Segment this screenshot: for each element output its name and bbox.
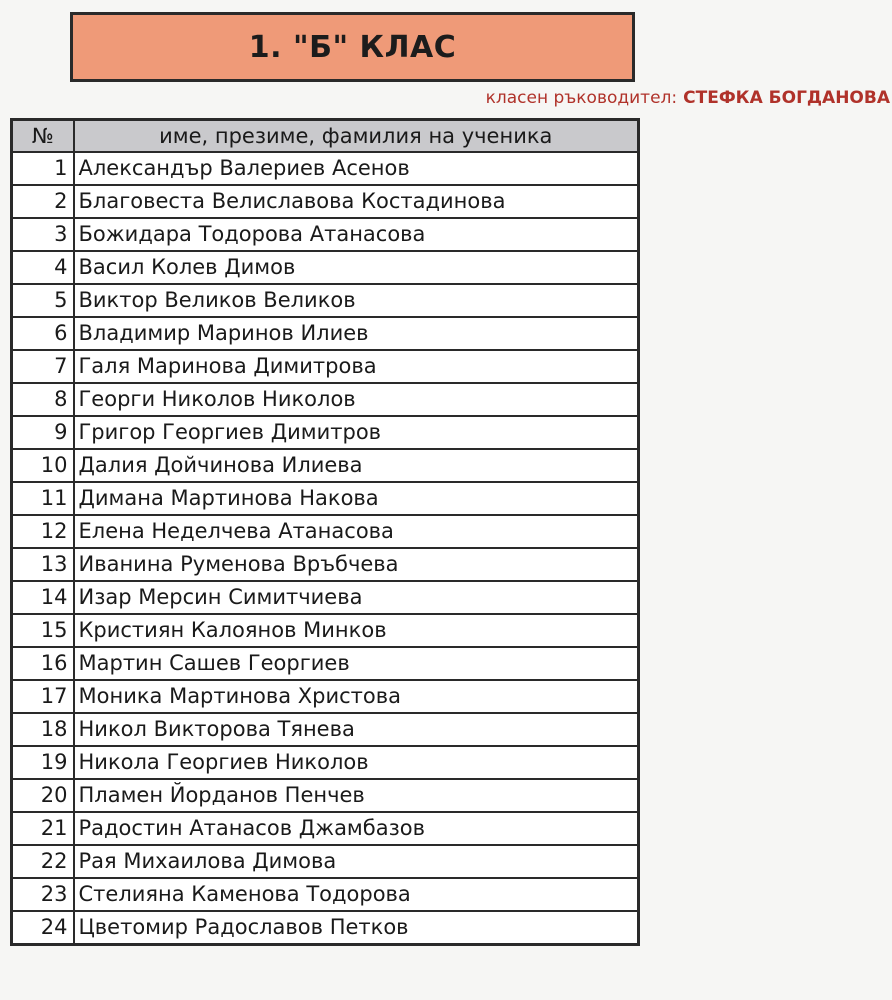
class-title: 1. "Б" КЛАС [248,29,457,65]
table-row [12,581,639,614]
student-name: Изар Мерсин Симитчиева [74,581,639,614]
table-row [12,647,639,680]
student-name: Цветомир Радославов Петков [74,911,639,945]
row-number: 12 [12,515,74,548]
roster-header-row [12,120,639,153]
table-row [12,317,639,350]
table-row [12,845,639,878]
row-number: 4 [12,251,74,284]
row-number: 16 [12,647,74,680]
class-teacher-line [486,88,890,108]
row-number: 2 [12,185,74,218]
table-row [12,218,639,251]
row-number: 8 [12,383,74,416]
row-number: 5 [12,284,74,317]
row-number: 3 [12,218,74,251]
column-header-student-name: име, презиме, фамилия на ученика [74,120,639,153]
student-name: Пламен Йорданов Пенчев [74,779,639,812]
student-name: Иванина Руменова Връбчева [74,548,639,581]
table-row [12,416,639,449]
row-number: 15 [12,614,74,647]
row-number: 21 [12,812,74,845]
student-name: Стелияна Каменова Тодорова [74,878,639,911]
row-number: 24 [12,911,74,945]
row-number: 7 [12,350,74,383]
student-name: Моника Мартинова Христова [74,680,639,713]
table-row [12,185,639,218]
table-row [12,383,639,416]
student-name: Рая Михаилова Димова [74,845,639,878]
row-number: 14 [12,581,74,614]
row-number: 19 [12,746,74,779]
student-name: Димана Мартинова Накова [74,482,639,515]
row-number: 20 [12,779,74,812]
roster-header [12,120,639,153]
row-number: 1 [12,152,74,185]
student-name: Далия Дойчинова Илиева [74,449,639,482]
column-header-number: № [12,120,74,153]
class-teacher-label: класен ръководител: [485,88,678,108]
student-name: Александър Валериев Асенов [74,152,639,185]
table-row [12,515,639,548]
row-number: 11 [12,482,74,515]
student-name: Владимир Маринов Илиев [74,317,639,350]
table-row [12,812,639,845]
row-number: 6 [12,317,74,350]
table-row [12,680,639,713]
row-number: 17 [12,680,74,713]
student-name: Кристиян Калоянов Минков [74,614,639,647]
row-number: 10 [12,449,74,482]
row-number: 13 [12,548,74,581]
student-name: Благовеста Велиславова Костадинова [74,185,639,218]
student-name: Васил Колев Димов [74,251,639,284]
table-row [12,350,639,383]
student-name: Мартин Сашев Георгиев [74,647,639,680]
student-name: Божидара Тодорова Атанасова [74,218,639,251]
student-name: Григор Георгиев Димитров [74,416,639,449]
row-number: 18 [12,713,74,746]
table-row [12,911,639,945]
row-number: 9 [12,416,74,449]
table-row [12,878,639,911]
student-name: Радостин Атанасов Джамбазов [74,812,639,845]
table-row [12,746,639,779]
student-name: Никол Викторова Тянева [74,713,639,746]
table-row [12,251,639,284]
student-name: Никола Георгиев Николов [74,746,639,779]
student-name: Виктор Великов Великов [74,284,639,317]
student-name: Елена Неделчева Атанасова [74,515,639,548]
table-row [12,548,639,581]
table-row [12,779,639,812]
student-name: Галя Маринова Димитрова [74,350,639,383]
row-number: 23 [12,878,74,911]
class-title-box [70,12,635,82]
class-teacher-name: СТЕФКА БОГДАНОВА [683,88,890,108]
table-row [12,614,639,647]
table-row [12,713,639,746]
table-row [12,449,639,482]
student-roster-table [10,118,640,946]
table-row [12,482,639,515]
table-row [12,152,639,185]
roster-body [12,152,639,945]
student-name: Георги Николов Николов [74,383,639,416]
row-number: 22 [12,845,74,878]
table-row [12,284,639,317]
